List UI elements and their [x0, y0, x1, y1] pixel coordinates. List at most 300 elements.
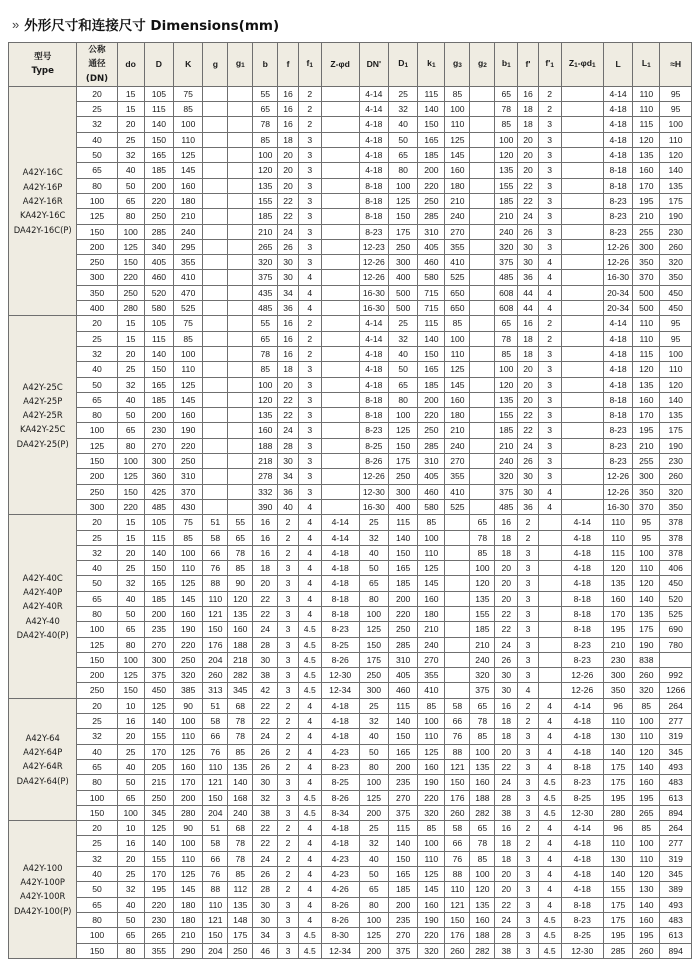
- cell-g1: [228, 408, 253, 423]
- cell-k1: 125: [418, 561, 445, 576]
- cell-do: 50: [117, 606, 144, 621]
- cell-Z1d1: 4-18: [561, 836, 603, 851]
- cell-dn: 50: [77, 148, 117, 163]
- cell-D: 250: [144, 209, 173, 224]
- cell-K: 370: [174, 484, 203, 499]
- cell-H: 493: [660, 897, 692, 912]
- cell-g3: 525: [445, 499, 470, 514]
- cell-Z1d1: [561, 499, 603, 514]
- cell-dn: 200: [77, 469, 117, 484]
- table-row: [9, 867, 692, 882]
- cell-D1: 500: [388, 285, 417, 300]
- table-row: [9, 576, 692, 591]
- cell-b1: 20: [495, 744, 518, 759]
- cell-b1: 240: [495, 454, 518, 469]
- cell-f1: 3: [298, 454, 321, 469]
- cell-D1: 140: [388, 836, 417, 851]
- cell-f: 2: [278, 836, 299, 851]
- cell-L: 175: [603, 759, 632, 774]
- cell-f3: 4: [538, 499, 561, 514]
- cell-K: 160: [174, 178, 203, 193]
- cell-Zd: [321, 362, 359, 377]
- cell-g3: 125: [445, 362, 470, 377]
- cell-dn: 200: [77, 668, 117, 683]
- cell-k1: 165: [418, 132, 445, 147]
- cell-f: 22: [278, 209, 299, 224]
- cell-k1: 125: [418, 744, 445, 759]
- cell-H: 350: [660, 499, 692, 514]
- cell-g: 110: [203, 759, 228, 774]
- cell-g1: 90: [228, 576, 253, 591]
- cell-g2: 100: [470, 744, 495, 759]
- cell-K: 125: [174, 148, 203, 163]
- cell-f1: 4: [298, 591, 321, 606]
- cell-k1: 320: [418, 805, 445, 820]
- cell-b: 26: [253, 867, 278, 882]
- cell-b1: 85: [495, 346, 518, 361]
- cell-Zd: [321, 454, 359, 469]
- table-row: [9, 683, 692, 698]
- cell-L: 280: [603, 805, 632, 820]
- cell-f: 2: [278, 515, 299, 530]
- cell-k1: 715: [418, 301, 445, 316]
- cell-b: 78: [253, 117, 278, 132]
- cell-g: [203, 469, 228, 484]
- col-header-g: g: [203, 43, 228, 87]
- cell-f3: 3: [538, 454, 561, 469]
- cell-g2: 78: [470, 836, 495, 851]
- cell-H: 95: [660, 331, 692, 346]
- cell-L1: 100: [633, 836, 660, 851]
- header-row: [9, 43, 692, 87]
- cell-Z1d1: 12-26: [561, 668, 603, 683]
- cell-Zd: 8-23: [321, 759, 359, 774]
- cell-b1: 20: [495, 867, 518, 882]
- cell-H: 95: [660, 316, 692, 331]
- cell-f: 2: [278, 821, 299, 836]
- cell-g: [203, 132, 228, 147]
- cell-b: 320: [253, 255, 278, 270]
- cell-D1: 300: [388, 255, 417, 270]
- cell-D1: 500: [388, 301, 417, 316]
- cell-DN1: 4-14: [359, 316, 388, 331]
- cell-L1: 140: [633, 759, 660, 774]
- table-row: [9, 377, 692, 392]
- cell-D: 200: [144, 606, 173, 621]
- cell-H: 450: [660, 576, 692, 591]
- cell-dn: 65: [77, 392, 117, 407]
- cell-g1: 282: [228, 668, 253, 683]
- cell-g3: 88: [445, 744, 470, 759]
- cell-g1: 78: [228, 729, 253, 744]
- cell-do: 80: [117, 209, 144, 224]
- cell-g: 313: [203, 683, 228, 698]
- cell-DN1: 40: [359, 851, 388, 866]
- cell-k1: 460: [418, 484, 445, 499]
- cell-L1: 120: [633, 132, 660, 147]
- cell-f3: 4: [538, 714, 561, 729]
- cell-L1: 160: [633, 163, 660, 178]
- cell-Z1d1: [561, 423, 603, 438]
- cell-Z1d1: 4-18: [561, 561, 603, 576]
- cell-g3: 125: [445, 132, 470, 147]
- cell-b1: 608: [495, 301, 518, 316]
- cell-K: 250: [174, 454, 203, 469]
- cell-H: 264: [660, 821, 692, 836]
- cell-H: 483: [660, 912, 692, 927]
- cell-b: 38: [253, 805, 278, 820]
- cell-H: 264: [660, 698, 692, 713]
- cell-b1: 78: [495, 102, 518, 117]
- cell-Z1d1: 4-18: [561, 545, 603, 560]
- cell-Zd: [321, 178, 359, 193]
- cell-Z1d1: 4-14: [561, 821, 603, 836]
- cell-f1: 3: [298, 362, 321, 377]
- cell-D1: 175: [388, 454, 417, 469]
- cell-L: 16-30: [603, 499, 632, 514]
- cell-f2: 16: [518, 86, 539, 101]
- cell-g2: 160: [470, 775, 495, 790]
- cell-g2: [470, 209, 495, 224]
- cell-b: 22: [253, 591, 278, 606]
- cell-f2: 22: [518, 408, 539, 423]
- table-row: [9, 209, 692, 224]
- table-row: [9, 652, 692, 667]
- cell-L: 8-18: [603, 178, 632, 193]
- cell-g3: 410: [445, 255, 470, 270]
- cell-D: 230: [144, 423, 173, 438]
- cell-b1: 18: [495, 851, 518, 866]
- cell-f: 3: [278, 943, 299, 958]
- cell-f3: 4: [538, 759, 561, 774]
- cell-f3: 3: [538, 239, 561, 254]
- cell-L1: 110: [633, 86, 660, 101]
- cell-do: 100: [117, 805, 144, 820]
- cell-do: 25: [117, 867, 144, 882]
- cell-D1: 115: [388, 515, 417, 530]
- cell-Zd: 4-18: [321, 561, 359, 576]
- cell-D: 105: [144, 86, 173, 101]
- cell-g2: [470, 346, 495, 361]
- cell-D: 270: [144, 637, 173, 652]
- cell-f1: 4: [298, 301, 321, 316]
- cell-H: 345: [660, 867, 692, 882]
- cell-L1: 195: [633, 928, 660, 943]
- cell-DN1: 125: [359, 622, 388, 637]
- cell-K: 75: [174, 86, 203, 101]
- cell-L1: 170: [633, 178, 660, 193]
- cell-f3: 4: [538, 851, 561, 866]
- cell-H: 350: [660, 270, 692, 285]
- cell-L: 8-18: [603, 408, 632, 423]
- cell-H: 120: [660, 377, 692, 392]
- col-header-f3: f'1: [538, 43, 561, 87]
- cell-Z1d1: 12-26: [561, 683, 603, 698]
- cell-g2: [470, 117, 495, 132]
- cell-do: 40: [117, 759, 144, 774]
- cell-D1: 50: [388, 362, 417, 377]
- cell-g: 121: [203, 775, 228, 790]
- cell-g3: 76: [445, 729, 470, 744]
- cell-D1: 285: [388, 637, 417, 652]
- cell-dn: 150: [77, 652, 117, 667]
- cell-Z1d1: 4-18: [561, 714, 603, 729]
- cell-f: 26: [278, 239, 299, 254]
- cell-Zd: 12-34: [321, 943, 359, 958]
- col-header-L1: L1: [633, 43, 660, 87]
- cell-b: 332: [253, 484, 278, 499]
- cell-g3: 150: [445, 775, 470, 790]
- cell-Z1d1: [561, 469, 603, 484]
- cell-Zd: 4-23: [321, 867, 359, 882]
- table-row: [9, 530, 692, 545]
- cell-D1: 185: [388, 576, 417, 591]
- cell-D: 220: [144, 193, 173, 208]
- cell-g1: 55: [228, 515, 253, 530]
- cell-f2: 30: [518, 239, 539, 254]
- cell-f2: 44: [518, 301, 539, 316]
- cell-L1: 115: [633, 117, 660, 132]
- cell-f: 2: [278, 867, 299, 882]
- cell-g2: 85: [470, 851, 495, 866]
- cell-H: 140: [660, 392, 692, 407]
- cell-Z1d1: [561, 255, 603, 270]
- cell-H: 483: [660, 775, 692, 790]
- cell-b: 22: [253, 714, 278, 729]
- cell-L1: 500: [633, 301, 660, 316]
- cell-g2: 78: [470, 530, 495, 545]
- cell-g3: 85: [445, 86, 470, 101]
- cell-L1: 110: [633, 851, 660, 866]
- cell-H: 135: [660, 178, 692, 193]
- cell-g1: 65: [228, 530, 253, 545]
- cell-f: 20: [278, 163, 299, 178]
- cell-L1: 110: [633, 561, 660, 576]
- cell-L1: 95: [633, 515, 660, 530]
- cell-Z1d1: [561, 316, 603, 331]
- cell-dn: 100: [77, 790, 117, 805]
- cell-D: 265: [144, 928, 173, 943]
- cell-do: 65: [117, 193, 144, 208]
- cell-b: 46: [253, 943, 278, 958]
- cell-g2: [470, 255, 495, 270]
- cell-DN1: 80: [359, 591, 388, 606]
- cell-L: 115: [603, 545, 632, 560]
- cell-L: 300: [603, 668, 632, 683]
- cell-K: 125: [174, 867, 203, 882]
- cell-H: 319: [660, 851, 692, 866]
- cell-H: 110: [660, 132, 692, 147]
- cell-g3: [445, 652, 470, 667]
- cell-f2: 18: [518, 102, 539, 117]
- cell-D: 150: [144, 362, 173, 377]
- cell-K: 525: [174, 301, 203, 316]
- cell-dn: 200: [77, 239, 117, 254]
- cell-k1: 190: [418, 912, 445, 927]
- cell-f3: 4: [538, 867, 561, 882]
- cell-L: 4-18: [603, 117, 632, 132]
- cell-L1: 130: [633, 882, 660, 897]
- cell-L1: 110: [633, 331, 660, 346]
- cell-f2: 22: [518, 193, 539, 208]
- cell-Zd: 4-18: [321, 836, 359, 851]
- cell-DN1: 25: [359, 821, 388, 836]
- cell-g: [203, 423, 228, 438]
- cell-dn: 100: [77, 928, 117, 943]
- cell-K: 250: [174, 652, 203, 667]
- cell-f1: 3: [298, 163, 321, 178]
- col-header-Z1d1: Z1-φd1: [561, 43, 603, 87]
- cell-D1: 270: [388, 790, 417, 805]
- cell-b1: 375: [495, 484, 518, 499]
- cell-g3: 100: [445, 331, 470, 346]
- cell-f2: 3: [518, 775, 539, 790]
- cell-k1: 110: [418, 851, 445, 866]
- cell-L1: 195: [633, 193, 660, 208]
- cell-f: 3: [278, 576, 299, 591]
- page-title-text: 外形尺寸和连接尺寸 Dimensions(mm): [24, 18, 280, 34]
- cell-f3: 3: [538, 224, 561, 239]
- cell-g3: 525: [445, 270, 470, 285]
- cell-Z1d1: [561, 377, 603, 392]
- cell-g1: 148: [228, 912, 253, 927]
- cell-Z1d1: 8-23: [561, 912, 603, 927]
- cell-f: 2: [278, 729, 299, 744]
- table-row: [9, 821, 692, 836]
- cell-b: 485: [253, 301, 278, 316]
- cell-g1: 140: [228, 775, 253, 790]
- cell-b: 22: [253, 606, 278, 621]
- cell-L1: 120: [633, 744, 660, 759]
- cell-f2: 3: [518, 867, 539, 882]
- cell-K: 110: [174, 729, 203, 744]
- cell-g1: [228, 132, 253, 147]
- cell-g1: [228, 346, 253, 361]
- cell-do: 32: [117, 882, 144, 897]
- cell-H: 277: [660, 836, 692, 851]
- cell-Z1d1: 8-23: [561, 775, 603, 790]
- cell-f3: [538, 683, 561, 698]
- table-row: [9, 301, 692, 316]
- cell-D: 235: [144, 622, 173, 637]
- cell-k1: 270: [418, 652, 445, 667]
- cell-DN1: 16-30: [359, 285, 388, 300]
- cell-L: 8-23: [603, 423, 632, 438]
- cell-g3: 66: [445, 714, 470, 729]
- cell-f1: 4: [298, 714, 321, 729]
- cell-D: 105: [144, 316, 173, 331]
- cell-f3: [538, 652, 561, 667]
- cell-g: [203, 209, 228, 224]
- cell-D1: 300: [388, 484, 417, 499]
- cell-L1: 160: [633, 912, 660, 927]
- cell-D: 150: [144, 561, 173, 576]
- cell-f2: 3: [518, 622, 539, 637]
- cell-Z1d1: [561, 132, 603, 147]
- cell-H: 95: [660, 102, 692, 117]
- cell-D1: 200: [388, 591, 417, 606]
- cell-D: 115: [144, 102, 173, 117]
- cell-b1: 16: [495, 698, 518, 713]
- cell-Zd: [321, 499, 359, 514]
- cell-g2: [470, 438, 495, 453]
- cell-g1: 85: [228, 561, 253, 576]
- cell-b: 24: [253, 622, 278, 637]
- col-header-g1: g1: [228, 43, 253, 87]
- cell-f: 2: [278, 545, 299, 560]
- cell-Zd: [321, 102, 359, 117]
- cell-dn: 50: [77, 882, 117, 897]
- cell-g3: 650: [445, 301, 470, 316]
- table-row: [9, 836, 692, 851]
- cell-dn: 250: [77, 484, 117, 499]
- cell-b1: 30: [495, 668, 518, 683]
- cell-g2: [470, 178, 495, 193]
- cell-H: 450: [660, 301, 692, 316]
- cell-f3: 2: [538, 331, 561, 346]
- cell-b: 24: [253, 729, 278, 744]
- cell-g3: 176: [445, 928, 470, 943]
- cell-b1: 22: [495, 897, 518, 912]
- cell-dn: 80: [77, 775, 117, 790]
- cell-g: [203, 163, 228, 178]
- cell-f2: 3: [518, 668, 539, 683]
- cell-Zd: 8-25: [321, 775, 359, 790]
- cell-Zd: [321, 377, 359, 392]
- table-row: [9, 943, 692, 958]
- cell-do: 50: [117, 775, 144, 790]
- cell-D1: 165: [388, 744, 417, 759]
- cell-b1: 20: [495, 576, 518, 591]
- cell-g1: [228, 438, 253, 453]
- cell-dn: 350: [77, 285, 117, 300]
- cell-L: 120: [603, 561, 632, 576]
- cell-g1: [228, 117, 253, 132]
- cell-f3: 4: [538, 897, 561, 912]
- cell-H: 378: [660, 515, 692, 530]
- table-row: [9, 193, 692, 208]
- cell-f2: 3: [518, 912, 539, 927]
- cell-b1: 38: [495, 805, 518, 820]
- cell-do: 100: [117, 454, 144, 469]
- type-cell: A42Y-64 A42Y-64P A42Y-64R DA42Y-64(P): [9, 698, 77, 820]
- cell-k1: 145: [418, 576, 445, 591]
- cell-g2: 120: [470, 882, 495, 897]
- cell-DN1: 16-30: [359, 499, 388, 514]
- cell-dn: 300: [77, 270, 117, 285]
- cell-H: 320: [660, 484, 692, 499]
- cell-g3: 270: [445, 454, 470, 469]
- cell-L: 4-18: [603, 148, 632, 163]
- cell-H: [660, 652, 692, 667]
- cell-g2: [470, 285, 495, 300]
- cell-L1: 350: [633, 255, 660, 270]
- cell-D1: 140: [388, 714, 417, 729]
- cell-dn: 400: [77, 301, 117, 316]
- cell-f: 22: [278, 408, 299, 423]
- cell-do: 25: [117, 132, 144, 147]
- cell-D1: 25: [388, 86, 417, 101]
- cell-L: 110: [603, 836, 632, 851]
- cell-f3: 2: [538, 102, 561, 117]
- cell-f1: 3: [298, 239, 321, 254]
- cell-b1: 85: [495, 117, 518, 132]
- cell-Zd: [321, 148, 359, 163]
- cell-L: 12-26: [603, 255, 632, 270]
- cell-K: 145: [174, 591, 203, 606]
- cell-f1: 2: [298, 316, 321, 331]
- cell-f1: 3: [298, 132, 321, 147]
